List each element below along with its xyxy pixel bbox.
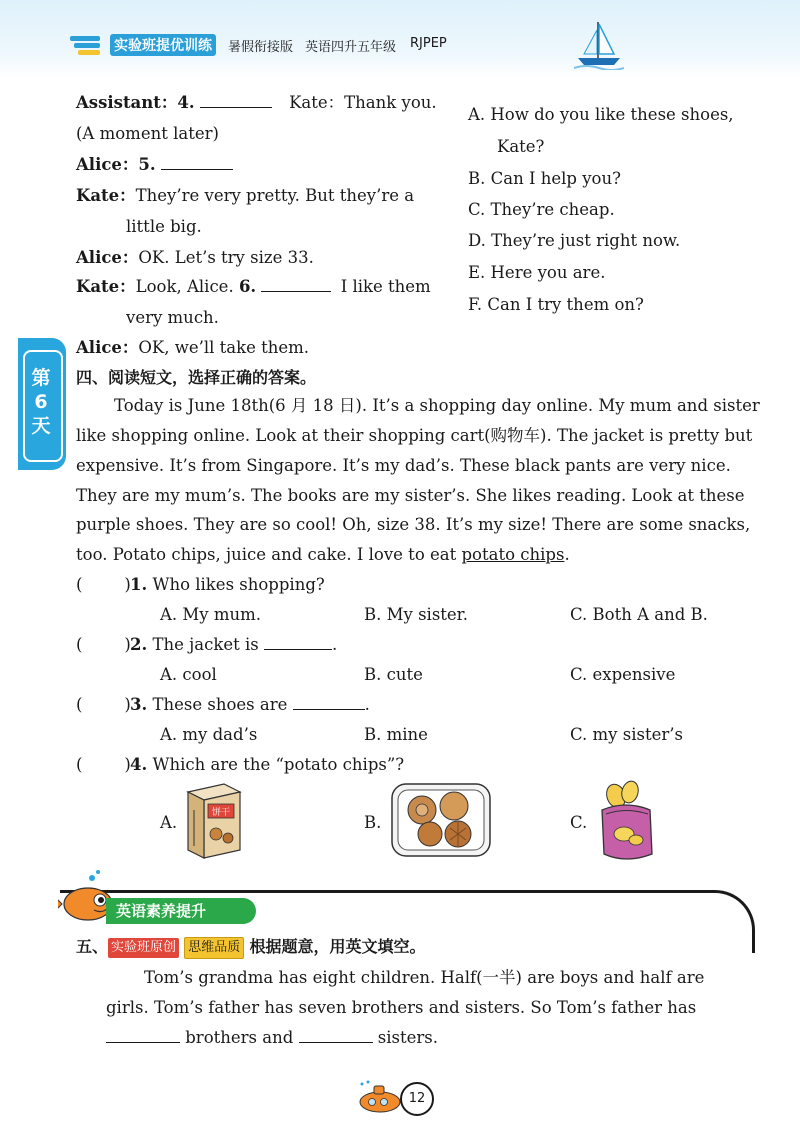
problem-text: sisters. [377, 1028, 439, 1047]
answer-blank[interactable] [106, 1028, 180, 1043]
section-5-title [76, 936, 426, 959]
speaker: Assistant： [76, 93, 178, 112]
speaker: Alice： [76, 338, 139, 357]
section-banner: 英语素养提升 [106, 898, 256, 924]
dialogue-text: OK, we’ll take them. [138, 338, 310, 357]
option-text: How do you like these shoes, [490, 105, 734, 124]
answer-blank[interactable] [264, 635, 332, 650]
section-instruction: 根据题意，用英文填空。 [249, 937, 426, 956]
option-label: B. [468, 169, 486, 188]
passage-line [76, 544, 570, 566]
question-number: 1. [130, 575, 148, 594]
speaker: Alice： [76, 155, 139, 174]
code-label: RJPEP [410, 36, 447, 51]
question-text: These shoes are [152, 695, 288, 714]
q3-option-a[interactable]: A. my dad’s [160, 725, 258, 744]
original-tag: 实验班原创 [108, 938, 179, 958]
passage-line: Today is June 18th(6 月 18 日). It’s a shopping day online. My mum and sister [114, 396, 760, 415]
passage-line: like shopping online. Look at their shopping cart(购物车). The jacket is pretty but [76, 426, 753, 445]
q2-option-b[interactable]: B. cute [364, 665, 423, 684]
option-e [468, 262, 605, 284]
day-tab-number: 6 [34, 391, 48, 413]
answer-blank[interactable] [261, 277, 331, 292]
q1-option-a[interactable]: A. My mum. [160, 605, 262, 624]
problem-line: Tom’s grandma has eight children. Half(一半) are boys and half are [144, 968, 705, 987]
problem-line [106, 1027, 438, 1049]
dialogue-text: Kate：Thank you. [289, 93, 437, 112]
option-label: D. [468, 231, 486, 250]
series-logo-icon [70, 34, 104, 56]
question-number: 3. [130, 695, 148, 714]
question-4 [130, 754, 404, 776]
option-label: A. [468, 105, 486, 124]
q4-option-c[interactable]: C. [570, 813, 588, 832]
speaker: Kate： [76, 186, 136, 205]
dialogue-text: OK. Let’s try size 33. [138, 248, 314, 267]
biscuit-box-image [184, 780, 244, 860]
q4-option-a[interactable]: A. [160, 813, 178, 832]
dialogue-line-4 [76, 92, 437, 114]
dialogue-text: Look, Alice. [135, 277, 234, 296]
day-tab-line: 天 [31, 415, 51, 437]
q1-option-c[interactable]: C. Both A and B. [570, 605, 708, 624]
q3-option-c[interactable]: C. my sister’s [570, 725, 683, 744]
option-text: They’re cheap. [490, 200, 615, 219]
day-tab-line: 第 [31, 367, 51, 389]
passage-line: They are my mum’s. The books are my sister’s. She likes reading. Look at these [76, 486, 745, 505]
dialogue-text-cont: very much. [126, 308, 219, 327]
question-text: Who likes shopping? [152, 575, 325, 594]
blank-number: 6. [238, 277, 257, 296]
problem-line: girls. Tom’s father has seven brothers and sisters. So Tom’s father has [106, 998, 697, 1017]
section-4-title: 四、阅读短文，选择正确的答案。 [76, 368, 317, 387]
question-1 [130, 574, 325, 596]
passage-text: too. Potato chips, juice and cake. I love to eat [76, 545, 462, 564]
option-label: C. [468, 200, 486, 219]
option-a-cont: Kate? [497, 137, 545, 156]
dialogue-line [76, 185, 414, 207]
dialogue-line-6 [76, 276, 431, 298]
q2-option-a[interactable]: A. cool [160, 665, 217, 684]
day-tab-label [24, 366, 58, 438]
option-text: Here you are. [490, 263, 606, 282]
option-text: Can I try them on? [487, 295, 644, 314]
question-number: 4. [130, 755, 148, 774]
passage-line: purple shoes. They are so cool! Oh, size 38. It’s my size! There are some snacks, [76, 515, 751, 534]
option-b [468, 168, 621, 190]
blank-number: 5. [138, 155, 156, 174]
dialogue-note: (A moment later) [76, 124, 219, 143]
edition-label: 暑假衔接版 [228, 40, 294, 55]
question-3: 3. These shoes are . [130, 695, 370, 714]
question-text: Which are the “potato chips”? [152, 755, 405, 774]
option-label: F. [468, 295, 483, 314]
answer-parentheses[interactable]: ( ) [76, 575, 131, 594]
blank-number: 4. [177, 93, 195, 112]
passage-text: . [564, 545, 570, 564]
page-number: 12 [400, 1082, 434, 1116]
speaker: Kate： [76, 277, 136, 296]
answer-blank[interactable] [299, 1028, 373, 1043]
thinking-tag: 思维品质 [184, 937, 244, 959]
question-text: The jacket is [152, 635, 259, 654]
answer-blank[interactable] [293, 695, 365, 710]
option-text: They’re just right now. [491, 231, 681, 250]
biscuit-box-label: 饼干 [211, 808, 231, 818]
answer-parentheses[interactable]: ( ) [76, 635, 131, 654]
grade-label: 英语四升五年级 [305, 40, 397, 55]
answer-parentheses[interactable]: ( ) [76, 695, 131, 714]
potato-chips-bag-image [594, 780, 658, 864]
series-title: 实验班提优训练 [110, 34, 216, 56]
q2-option-c[interactable]: C. expensive [570, 665, 676, 684]
option-label: E. [468, 263, 486, 282]
problem-text: brothers and [185, 1028, 294, 1047]
q1-option-b[interactable]: B. My sister. [364, 605, 469, 624]
dialogue-text: I like them [340, 277, 431, 296]
sailboat-icon [574, 18, 624, 70]
option-d [468, 230, 680, 252]
question-number: 2. [130, 635, 148, 654]
dialogue-line-5 [76, 154, 233, 176]
passage-line: expensive. It’s from Singapore. It’s my dad’s. These black pants are very nice. [76, 456, 731, 475]
dialogue-line [76, 247, 314, 269]
answer-blank[interactable] [161, 155, 233, 170]
answer-parentheses[interactable]: ( ) [76, 755, 131, 774]
option-c [468, 199, 615, 221]
speaker: Alice： [76, 248, 139, 267]
dialogue-text-cont: little big. [126, 217, 202, 236]
q4-option-b[interactable]: B. [364, 813, 382, 832]
section-number: 五、 [76, 937, 109, 956]
q3-option-b[interactable]: B. mine [364, 725, 428, 744]
dialogue-text: They’re very pretty. But they’re a [135, 186, 415, 205]
underlined-phrase: potato chips [461, 545, 565, 564]
dialogue-line [76, 337, 309, 359]
answer-blank[interactable] [200, 93, 272, 108]
option-text: Can I help you? [490, 169, 621, 188]
option-f [468, 294, 644, 316]
cookie-plate-image [390, 782, 492, 858]
question-2: 2. The jacket is . [130, 635, 338, 654]
option-a [468, 104, 734, 126]
